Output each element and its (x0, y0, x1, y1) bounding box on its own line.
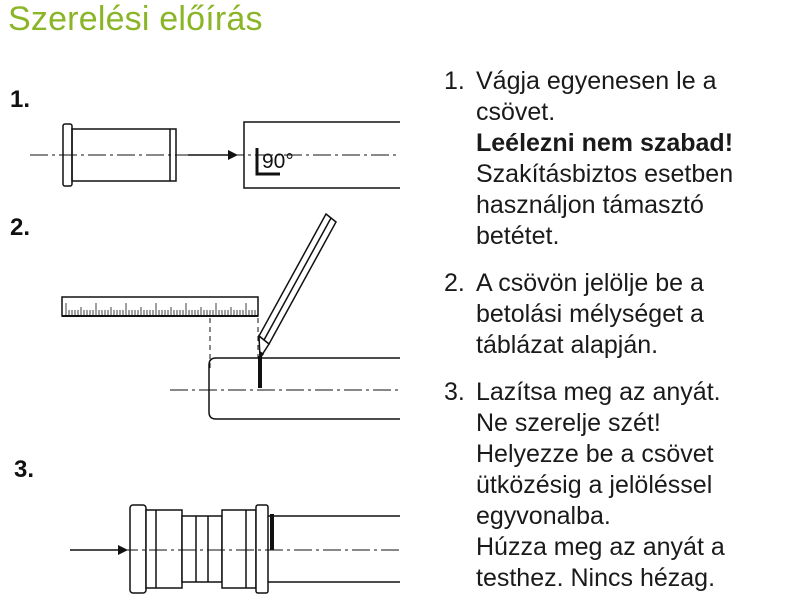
instruction-1-line: csövet. (476, 98, 556, 126)
step2-pipe (209, 358, 400, 419)
angle-label: 90° (262, 150, 294, 173)
instruction-2-line: táblázat alapján. (476, 331, 659, 359)
instruction-3-line: Helyezze be a csövet (476, 440, 714, 468)
instruction-3-line: Húzza meg az anyát a (476, 533, 725, 561)
instruction-2-line: betolási mélységet a (476, 300, 704, 328)
step-label-3: 3. (14, 456, 35, 483)
step-label-2: 2. (10, 214, 31, 241)
instruction-number-1: 1. (444, 67, 465, 95)
compression-fitting (130, 505, 268, 593)
instruction-3-line: ütközésig a jelöléssel (476, 471, 713, 499)
ruler (62, 297, 258, 316)
instruction-item-2 (444, 268, 794, 361)
instruction-3-line: Ne szerelje szét! (476, 409, 661, 437)
instruction-number-3: 3. (444, 378, 465, 406)
page-title: Szerelési előírás (8, 0, 263, 38)
instruction-3-line: testhez. Nincs hézag. (476, 564, 716, 592)
instruction-number-2: 2. (444, 269, 465, 297)
instruction-1-line: használjon támasztó (476, 191, 704, 219)
step-label-1: 1. (10, 86, 31, 113)
instruction-1-line: betétet. (476, 222, 560, 250)
instruction-1-warning: Leélezni nem szabad! (476, 129, 734, 157)
instruction-item-1 (444, 66, 794, 252)
instruction-item-3 (444, 377, 794, 594)
instructions-list (444, 66, 794, 610)
instruction-1-line: Vágja egyenesen le a (476, 67, 717, 95)
pencil-icon (259, 214, 336, 358)
instruction-3-line: egyvonalba. (476, 502, 611, 530)
instruction-3-line: Lazítsa meg az anyát. (476, 378, 721, 406)
instruction-1-line: Szakításbiztos esetben (476, 160, 734, 188)
instruction-2-line: A csövön jelölje be a (476, 269, 704, 297)
